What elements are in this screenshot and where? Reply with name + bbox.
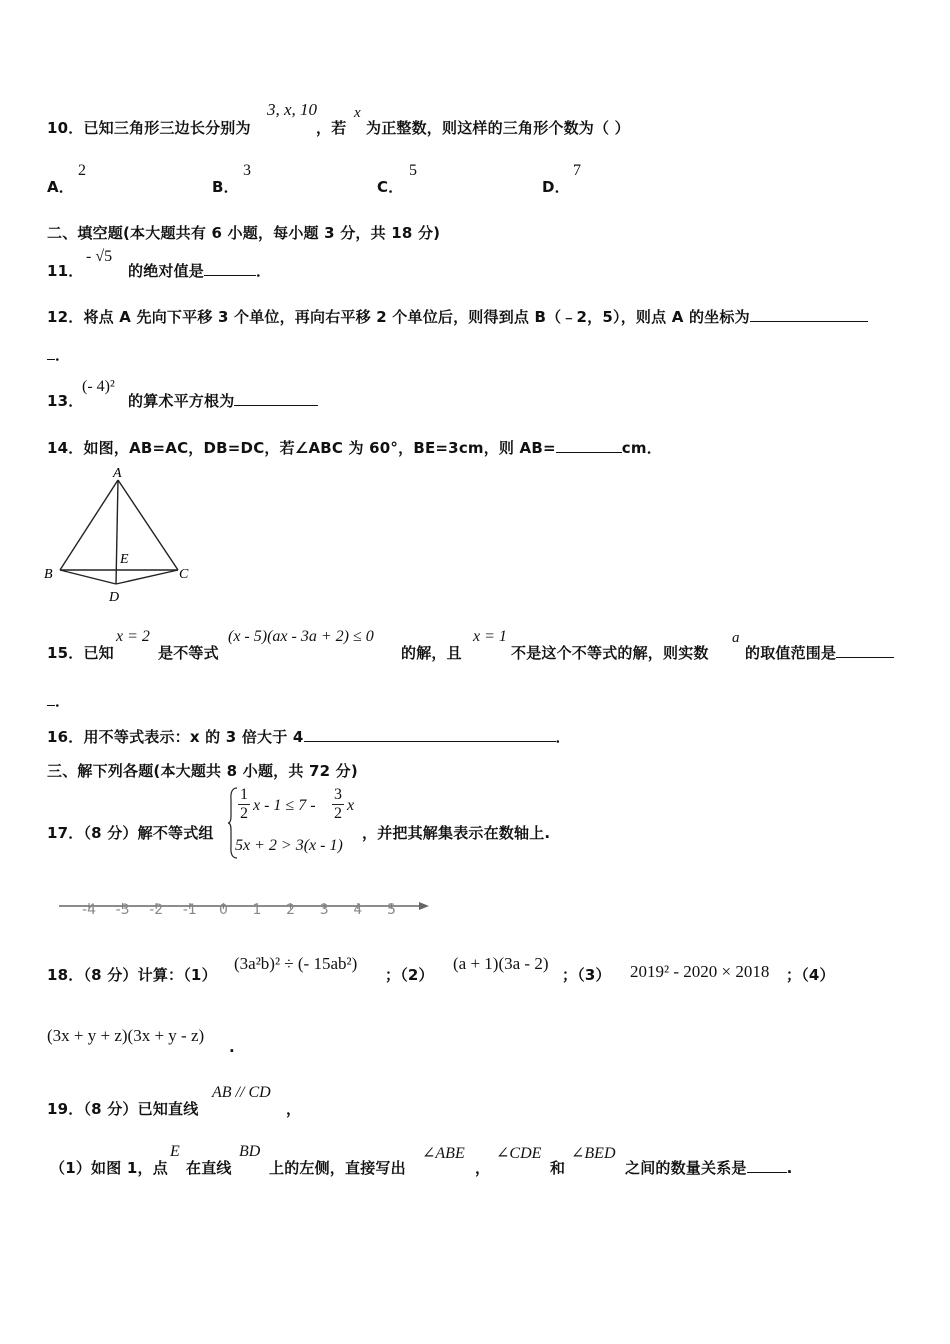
tick-label: -4	[82, 902, 96, 918]
q19-p1-c: 上的左侧，直接写出	[269, 1159, 406, 1177]
q18-s4: ；（4）	[786, 966, 835, 984]
q12-answer-blank[interactable]	[750, 307, 868, 322]
q10-option-d[interactable]	[542, 176, 570, 197]
q16-label: 16．用不等式表示：x 的 3 倍大于 4	[47, 728, 304, 746]
q19-p1-b: 在直线	[186, 1159, 232, 1177]
q19-prefix: 19．（8 分）已知直线	[47, 1100, 199, 1118]
number-line	[55, 895, 435, 925]
q14-figure	[40, 462, 200, 612]
q18-e3: 2019² - 2020 × 2018	[630, 962, 770, 981]
q17-line1-end: x	[347, 797, 355, 814]
q10-option-d-label: D．	[542, 178, 570, 196]
q15-var: a	[732, 630, 740, 646]
q10-option-b-label: B．	[212, 178, 239, 196]
q10-option-c-label: C．	[377, 178, 404, 196]
q19-label: 之间的数量关系是	[625, 1159, 747, 1177]
q10-option-c[interactable]	[377, 176, 403, 197]
q19-and: 和	[550, 1159, 566, 1177]
tick-label: 0	[218, 902, 228, 918]
label-d: D	[109, 590, 120, 605]
q12-text	[47, 306, 868, 327]
segment-bd	[60, 570, 116, 584]
q18-e4: (3x + y + z)(3x + y - z)	[47, 1026, 205, 1045]
tick-label: 2	[286, 902, 296, 918]
q15-answer-blank[interactable]	[836, 643, 894, 658]
q19-p1-a: （1）如图 1，点	[50, 1159, 168, 1177]
q15-cond2: x = 1	[473, 628, 507, 645]
q10-stem	[47, 117, 251, 138]
tick-label: 5	[386, 902, 396, 918]
q18-end: .	[229, 1038, 235, 1056]
q16-answer-blank[interactable]	[304, 727, 556, 742]
q10-option-a-label: A．	[47, 178, 75, 196]
q15-ineq: (x - 5)(ax - 3a + 2) ≤ 0	[228, 628, 374, 645]
q15-num: 15．已知	[47, 644, 114, 662]
q19-p1-d	[625, 1157, 793, 1178]
q12-tail: ．	[55, 346, 71, 364]
q10-option-b-value: 3	[243, 162, 251, 179]
q17-prefix: 17．（8 分）解不等式组	[47, 824, 214, 842]
label-e: E	[120, 552, 129, 567]
q10-option-c-value: 5	[409, 162, 417, 179]
q12-label: 12．将点 A 先向下平移 3 个单位，再向右平移 2 个单位后，则得到点 B（﹣2，5），则点 A 的坐标为	[47, 308, 750, 326]
q14-label: 14．如图，AB=AC，DB=DC，若∠ABC 为 60°，BE=3cm，则 AB=	[47, 439, 556, 457]
q19-p1-end: .	[786, 1159, 793, 1177]
q14-text	[47, 437, 662, 458]
q17-frac1	[238, 786, 250, 823]
q14-answer-blank[interactable]	[556, 438, 622, 453]
q17-frac2-num: 3	[334, 786, 342, 803]
q15-t4	[745, 642, 894, 663]
q19-p1-BD: BD	[239, 1143, 261, 1160]
q15-continuation	[47, 690, 70, 711]
q15-t1: 是不等式	[158, 644, 219, 662]
label-b: B	[44, 567, 53, 582]
q15-tail: ．	[55, 692, 71, 710]
q17-suffix: ，并把其解集表示在数轴上.	[362, 824, 551, 842]
q15-cond1: x = 2	[116, 628, 150, 645]
q18-s2: ；（2）	[385, 966, 434, 984]
q17-frac1-den: 2	[240, 805, 248, 822]
q13-text	[128, 390, 318, 411]
q14-unit: cm．	[621, 439, 662, 457]
tick-label: 3	[319, 902, 329, 918]
q13-expr: (- 4)²	[82, 378, 115, 395]
tick-label: -2	[149, 902, 164, 918]
q12-answer-blank-2[interactable]	[47, 345, 55, 360]
q13-num: 13．	[47, 392, 84, 410]
q10-option-b[interactable]	[212, 176, 239, 197]
q19-comma: ，	[475, 1159, 491, 1177]
q11-text	[128, 260, 271, 281]
q11-label: 的绝对值是	[128, 262, 205, 280]
q17-line1-mid: x - 1 ≤ 7 -	[253, 797, 316, 814]
q16-end: ．	[555, 728, 571, 746]
q15-label: 的取值范围是	[745, 644, 837, 662]
q17-line2: 5x + 2 > 3(x - 1)	[235, 837, 343, 854]
q19-end: ，	[286, 1100, 302, 1118]
q19-angle3: ∠BED	[571, 1145, 616, 1162]
q10-stem-before: 10．已知三角形三边长分别为	[47, 119, 251, 137]
q17-frac2	[332, 786, 344, 823]
section2-heading: 二、填空题(本大题共有 6 小题，每小题 3 分，共 18 分)	[47, 224, 441, 242]
q11-num: 11．	[47, 262, 84, 280]
q18-e2: (a + 1)(3a - 2)	[453, 954, 549, 973]
q19-expr: AB // CD	[212, 1084, 271, 1101]
q13-label: 的算术平方根为	[128, 392, 235, 410]
q15-t2: 的解，且	[401, 644, 462, 662]
q10-var: x	[354, 105, 361, 121]
section3-heading: 三、解下列各题(本大题共 8 小题，共 72 分)	[47, 762, 358, 780]
tick-label: -1	[182, 902, 197, 918]
q10-sides: 3, x, 10	[267, 100, 318, 119]
q18-e1: (3a²b)² ÷ (- 15ab²)	[234, 954, 358, 973]
q10-option-a-value: 2	[78, 162, 86, 179]
tick-label: 1	[252, 902, 262, 918]
q12-continuation	[47, 344, 70, 365]
q19-answer-blank[interactable]	[747, 1158, 787, 1173]
q17-frac2-den: 2	[334, 805, 342, 822]
q16-text	[47, 726, 571, 747]
q10-option-d-value: 7	[573, 162, 581, 179]
q19-p1-E: E	[170, 1143, 180, 1160]
q18-prefix: 18．（8 分）计算：（1）	[47, 966, 217, 984]
q11-answer-blank[interactable]	[204, 261, 256, 276]
tick-label: 4	[353, 902, 363, 918]
tick-label: -3	[115, 902, 130, 918]
q10-option-a[interactable]	[47, 176, 74, 197]
q18-s3: ；（3）	[562, 966, 611, 984]
label-a: A	[113, 466, 122, 481]
q10-stem-after: 为正整数，则这样的三角形个数为（ ）	[366, 119, 630, 137]
segment-ad	[116, 480, 118, 584]
label-c: C	[179, 567, 189, 582]
segment-ab	[60, 480, 118, 570]
segment-cd	[116, 570, 178, 584]
q17-frac1-num: 1	[240, 786, 248, 803]
q13-answer-blank[interactable]	[234, 391, 318, 406]
q19-angle2: ∠CDE	[496, 1145, 542, 1162]
q15-t3: 不是这个不等式的解，则实数	[511, 644, 709, 662]
q11-expr: - √5	[86, 248, 113, 265]
q11-end: ．	[256, 262, 272, 280]
q10-mid: ，若	[316, 119, 347, 137]
q19-angle1: ∠ABE	[422, 1145, 465, 1162]
q15-answer-blank-2[interactable]	[47, 691, 55, 706]
